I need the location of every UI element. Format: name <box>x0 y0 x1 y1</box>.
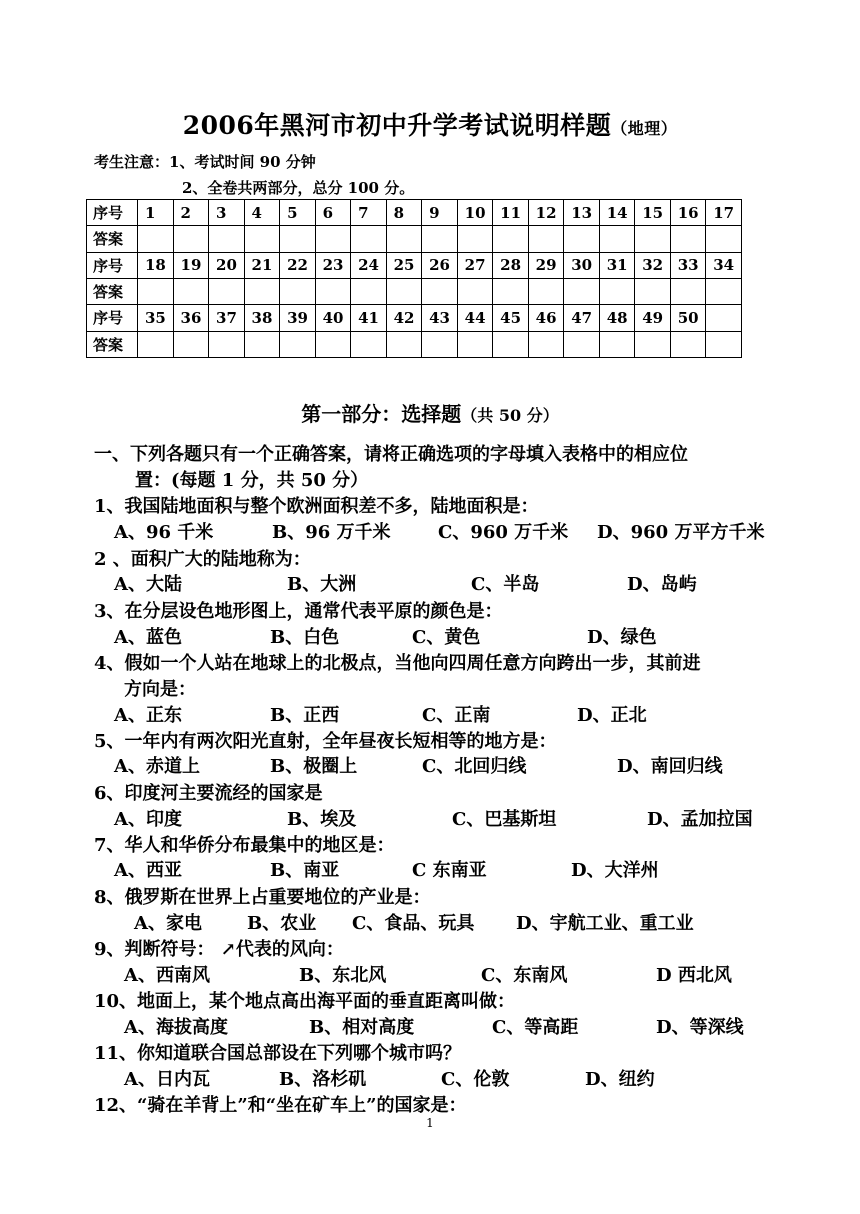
question-number-cell: 1 <box>138 200 174 226</box>
question-option: A、蓝色 <box>114 627 182 648</box>
answer-cell[interactable] <box>635 226 671 252</box>
question-number-cell: 5 <box>280 200 316 226</box>
answer-cell[interactable] <box>138 331 174 357</box>
question-number-cell: 18 <box>138 252 174 278</box>
question-number-cell: 7 <box>351 200 387 226</box>
question-number-cell: 25 <box>386 252 422 278</box>
question-number-cell: 12 <box>528 200 564 226</box>
answer-cell[interactable] <box>209 226 245 252</box>
question-option: D、等深线 <box>656 1017 744 1038</box>
question-option: B、埃及 <box>287 809 357 830</box>
question-option: A、96 千米 <box>114 522 214 543</box>
question-stem: 8、俄罗斯在世界上占重要地位的产业是： <box>94 887 431 908</box>
seq-label: 序号 <box>87 252 138 278</box>
question-number-cell: 31 <box>599 252 635 278</box>
question-number-cell: 11 <box>493 200 529 226</box>
question-option: C、巴基斯坦 <box>452 809 557 830</box>
answer-cell[interactable] <box>528 331 564 357</box>
section-title-main: 第一部分：选择题 <box>301 402 462 426</box>
question-option: C、食品、玩具 <box>352 913 475 934</box>
answer-cell[interactable] <box>173 331 209 357</box>
answer-cell[interactable] <box>315 226 351 252</box>
answer-cell[interactable] <box>706 278 742 304</box>
exam-note-score: 2、全卷共两部分，总分 100 分。 <box>182 179 415 197</box>
answer-cell[interactable] <box>351 226 387 252</box>
question-number-cell: 29 <box>528 252 564 278</box>
exam-note-time: 考生注意：1、考试时间 90 分钟 <box>94 153 316 171</box>
answer-cell[interactable] <box>599 226 635 252</box>
answer-cell[interactable] <box>280 226 316 252</box>
question-number-cell: 33 <box>670 252 706 278</box>
answer-cell[interactable] <box>422 226 458 252</box>
question-number-cell: 39 <box>280 305 316 331</box>
question-number-cell: 36 <box>173 305 209 331</box>
section-title <box>0 398 860 427</box>
answer-cell[interactable] <box>706 331 742 357</box>
question-number-cell: 35 <box>138 305 174 331</box>
question-number-cell <box>706 305 742 331</box>
question-option: B、相对高度 <box>309 1017 415 1038</box>
question-number-cell: 28 <box>493 252 529 278</box>
question-number-cell: 3 <box>209 200 245 226</box>
question-option: D、岛屿 <box>627 574 697 595</box>
answer-cell[interactable] <box>280 331 316 357</box>
question-number-cell: 13 <box>564 200 600 226</box>
question-number-cell: 24 <box>351 252 387 278</box>
answer-cell[interactable] <box>493 331 529 357</box>
question-stem: 10、地面上，某个地点高出海平面的垂直距离叫做： <box>94 991 516 1012</box>
question-option: D、960 万平方千米 <box>597 522 765 543</box>
question-option: B、极圈上 <box>270 756 358 777</box>
question-option: B、正西 <box>270 705 340 726</box>
answer-table-answer-row <box>87 226 742 252</box>
answer-cell[interactable] <box>386 226 422 252</box>
question-number-cell: 32 <box>635 252 671 278</box>
question-option: B、南亚 <box>270 860 340 881</box>
question-option: C、960 万千米 <box>438 522 569 543</box>
question-stem: 11、你知道联合国总部设在下列哪个城市吗？ <box>94 1043 462 1064</box>
answer-cell[interactable] <box>315 331 351 357</box>
answer-cell[interactable] <box>528 226 564 252</box>
question-option: D、绿色 <box>587 627 657 648</box>
answer-cell[interactable] <box>670 226 706 252</box>
question-option: A、印度 <box>114 809 182 830</box>
question-option: C、东南风 <box>481 965 568 986</box>
question-option: C、北回归线 <box>422 756 527 777</box>
question-number-cell: 42 <box>386 305 422 331</box>
question-number-cell: 46 <box>528 305 564 331</box>
answer-table-seq-row <box>87 200 742 226</box>
question-number-cell: 43 <box>422 305 458 331</box>
answer-cell[interactable] <box>564 226 600 252</box>
answer-cell[interactable] <box>351 278 387 304</box>
question-option: D、南回归线 <box>617 756 723 777</box>
question-number-cell: 34 <box>706 252 742 278</box>
question-stem: 4、假如一个人站在地球上的北极点，当他向四周任意方向跨出一步，其前进 <box>94 653 701 674</box>
answer-cell[interactable] <box>599 278 635 304</box>
answer-cell[interactable] <box>670 331 706 357</box>
answer-cell[interactable] <box>386 278 422 304</box>
question-option: D、正北 <box>577 705 647 726</box>
answer-table <box>86 199 742 358</box>
answer-cell[interactable] <box>386 331 422 357</box>
question-number-cell: 47 <box>564 305 600 331</box>
question-number-cell: 40 <box>315 305 351 331</box>
question-option: C、等高距 <box>492 1017 579 1038</box>
answer-cell[interactable] <box>173 278 209 304</box>
question-option: C、黄色 <box>412 627 481 648</box>
answer-cell[interactable] <box>599 331 635 357</box>
question-stem-continued: 方向是： <box>124 679 196 700</box>
seq-label: 序号 <box>87 305 138 331</box>
answer-table-answer-row <box>87 278 742 304</box>
answer-cell[interactable] <box>635 331 671 357</box>
question-stem: 12、“骑在羊背上”和“坐在矿车上”的国家是： <box>94 1095 467 1116</box>
question-number-cell: 6 <box>315 200 351 226</box>
answer-cell[interactable] <box>493 278 529 304</box>
answer-table-answer-row <box>87 331 742 357</box>
answer-cell[interactable] <box>564 278 600 304</box>
question-number-cell: 9 <box>422 200 458 226</box>
question-option: B、农业 <box>247 913 317 934</box>
question-number-cell: 22 <box>280 252 316 278</box>
answer-cell[interactable] <box>315 278 351 304</box>
question-number-cell: 8 <box>386 200 422 226</box>
answer-cell[interactable] <box>564 331 600 357</box>
title-main: 2006年黑河市初中升学考试说明样题 <box>182 111 612 140</box>
question-option: B、大洲 <box>287 574 357 595</box>
question-option: B、白色 <box>270 627 340 648</box>
question-number-cell: 44 <box>457 305 493 331</box>
answer-label: 答案 <box>87 331 138 357</box>
answer-cell[interactable] <box>244 331 280 357</box>
question-option: B、96 万千米 <box>272 522 391 543</box>
page-title <box>0 106 860 142</box>
question-option: A、海拔高度 <box>124 1017 228 1038</box>
question-option: D 西北风 <box>656 965 732 986</box>
question-option: A、西南风 <box>124 965 210 986</box>
question-number-cell: 38 <box>244 305 280 331</box>
question-number-cell: 15 <box>635 200 671 226</box>
answer-cell[interactable] <box>457 278 493 304</box>
answer-table-seq-row <box>87 305 742 331</box>
answer-cell[interactable] <box>173 226 209 252</box>
question-stem: 7、华人和华侨分布最集中的地区是： <box>94 835 395 856</box>
question-number-cell: 4 <box>244 200 280 226</box>
answer-cell[interactable] <box>209 278 245 304</box>
question-number-cell: 30 <box>564 252 600 278</box>
question-stem: 3、在分层设色地形图上，通常代表平原的颜色是： <box>94 601 503 622</box>
answer-cell[interactable] <box>422 278 458 304</box>
answer-cell[interactable] <box>280 278 316 304</box>
section-title-points: （共 50 分） <box>461 406 559 425</box>
answer-cell[interactable] <box>457 331 493 357</box>
answer-cell[interactable] <box>670 278 706 304</box>
question-stem: 2 、面积广大的陆地称为： <box>94 549 311 570</box>
question-number-cell: 45 <box>493 305 529 331</box>
question-option: A、赤道上 <box>114 756 200 777</box>
question-option: C、半岛 <box>471 574 540 595</box>
instruction-line-1: 一、下列各题只有一个正确答案，请将正确选项的字母填入表格中的相应位 <box>94 444 688 465</box>
seq-label: 序号 <box>87 200 138 226</box>
question-option: C 东南亚 <box>412 860 487 881</box>
question-number-cell: 17 <box>706 200 742 226</box>
question-option: A、西亚 <box>114 860 182 881</box>
question-stem: 5、一年内有两次阳光直射，全年昼夜长短相等的地方是： <box>94 731 557 752</box>
answer-cell[interactable] <box>706 226 742 252</box>
question-option: A、家电 <box>134 913 202 934</box>
answer-cell[interactable] <box>493 226 529 252</box>
question-number-cell: 48 <box>599 305 635 331</box>
answer-cell[interactable] <box>138 278 174 304</box>
question-number-cell: 27 <box>457 252 493 278</box>
question-number-cell: 23 <box>315 252 351 278</box>
answer-label: 答案 <box>87 278 138 304</box>
question-option: B、洛杉矶 <box>279 1069 367 1090</box>
answer-cell[interactable] <box>244 226 280 252</box>
question-number-cell: 2 <box>173 200 209 226</box>
question-number-cell: 20 <box>209 252 245 278</box>
question-option: D、纽约 <box>585 1069 655 1090</box>
question-option: B、东北风 <box>299 965 387 986</box>
question-option: D、孟加拉国 <box>647 809 753 830</box>
title-subject: （地理） <box>611 119 678 138</box>
question-stem: 1、我国陆地面积与整个欧洲面积差不多，陆地面积是： <box>94 496 539 517</box>
question-stem: 6、印度河主要流经的国家是 <box>94 783 323 804</box>
answer-cell[interactable] <box>138 226 174 252</box>
question-option: D、大洋州 <box>571 860 659 881</box>
question-number-cell: 50 <box>670 305 706 331</box>
question-number-cell: 14 <box>599 200 635 226</box>
question-stem: 9、判断符号： ↗代表的风向： <box>94 939 344 960</box>
question-number-cell: 19 <box>173 252 209 278</box>
question-number-cell: 37 <box>209 305 245 331</box>
question-option: C、伦敦 <box>441 1069 510 1090</box>
question-option: A、大陆 <box>114 574 182 595</box>
answer-cell[interactable] <box>209 331 245 357</box>
page-number: 1 <box>426 1116 434 1130</box>
answer-cell[interactable] <box>457 226 493 252</box>
answer-table-seq-row <box>87 252 742 278</box>
question-option: A、日内瓦 <box>124 1069 210 1090</box>
answer-cell[interactable] <box>635 278 671 304</box>
answer-cell[interactable] <box>244 278 280 304</box>
question-number-cell: 26 <box>422 252 458 278</box>
instruction-line-2: 置：(每题 1 分，共 50 分） <box>135 470 369 491</box>
question-number-cell: 49 <box>635 305 671 331</box>
answer-cell[interactable] <box>351 331 387 357</box>
answer-label: 答案 <box>87 226 138 252</box>
question-option: C、正南 <box>422 705 491 726</box>
question-number-cell: 10 <box>457 200 493 226</box>
answer-cell[interactable] <box>528 278 564 304</box>
question-option: D、宇航工业、重工业 <box>516 913 694 934</box>
question-number-cell: 16 <box>670 200 706 226</box>
question-number-cell: 21 <box>244 252 280 278</box>
question-option: A、正东 <box>114 705 182 726</box>
question-number-cell: 41 <box>351 305 387 331</box>
answer-cell[interactable] <box>422 331 458 357</box>
